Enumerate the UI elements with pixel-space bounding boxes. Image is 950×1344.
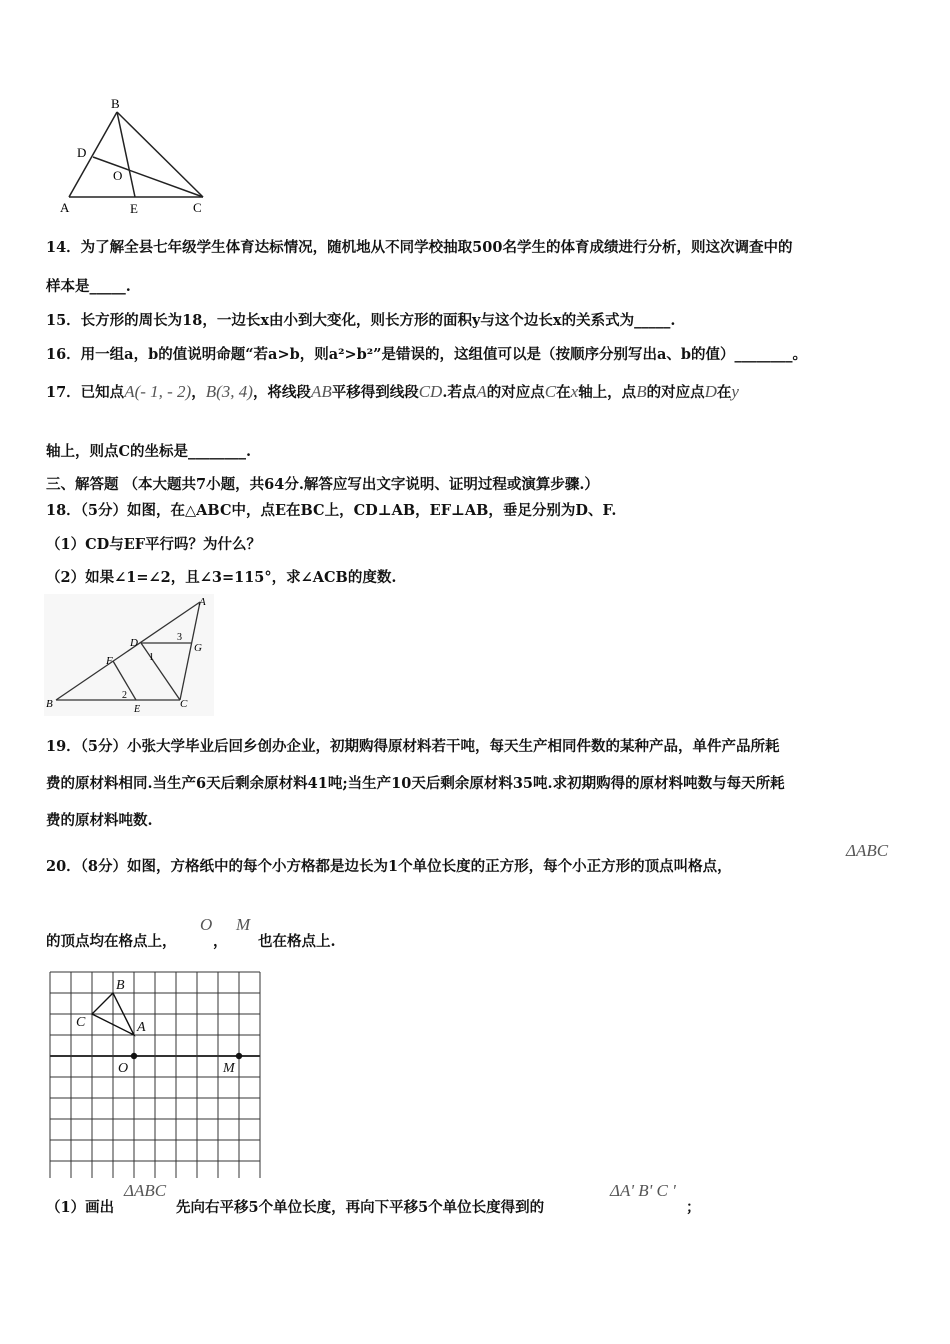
fig1-label-o: O bbox=[113, 168, 123, 183]
q20-p1c: ； bbox=[686, 1199, 701, 1216]
q15-text: 15．长方形的周长为18，一边长x由小到大变化，则长方形的面积y与这个边长x的关系式为_____. bbox=[46, 312, 676, 329]
q17-t6: 轴上，点 bbox=[578, 384, 637, 401]
q17-t2: 平移得到线段 bbox=[331, 384, 419, 401]
q20-point-m: M bbox=[236, 915, 251, 934]
q17-t3: .若点 bbox=[442, 384, 477, 401]
q17-t4: 的对应点 bbox=[486, 384, 545, 401]
q20-line2 bbox=[46, 930, 177, 951]
grid-label-o: O bbox=[118, 1061, 129, 1076]
q17-pc: C bbox=[544, 382, 557, 401]
fig1-label-c: C bbox=[193, 200, 202, 215]
q20-p1b: 先向右平移5个单位长度，再向下平移5个单位长度得到的 bbox=[176, 1199, 545, 1216]
q20-comma: ， bbox=[213, 933, 228, 950]
grid-label-b: B bbox=[116, 978, 125, 993]
q17-t5: 在 bbox=[556, 384, 571, 401]
point-m-dot bbox=[236, 1053, 242, 1059]
q17-y: y bbox=[731, 382, 739, 401]
figure-grid-q20 bbox=[40, 966, 275, 1178]
q18-stem: 18．（5分）如图，在△ABC中，点E在BC上，CD⊥AB，EF⊥AB，垂足分别为D、F. bbox=[46, 502, 617, 519]
section3-heading: 三、解答题 （本大题共7小题，共64分.解答应写出文字说明、证明过程或演算步骤.） bbox=[46, 476, 599, 493]
grid-label-c: C bbox=[76, 1015, 86, 1030]
fig2-label-b: B bbox=[46, 698, 53, 710]
q14-line1: 14．为了解全县七年级学生体育达标情况，随机地从不同学校抽取500名学生的体育成绩进行分析，则这次调查中的 bbox=[46, 239, 793, 256]
fig1-label-a: A bbox=[60, 200, 70, 215]
q17-point-a: A(- 1, - 2) bbox=[124, 382, 192, 401]
q20-part1 bbox=[46, 1196, 114, 1217]
q17-t7: 的对应点 bbox=[646, 384, 705, 401]
fig2-label-e: E bbox=[134, 704, 141, 715]
grid-label-a: A bbox=[137, 1020, 146, 1035]
q18-part1: （1）CD与EF平行吗？为什么？ bbox=[46, 536, 262, 553]
fig2-label-f: F bbox=[106, 655, 113, 667]
q17-pa: A bbox=[476, 382, 487, 401]
q17-pd: D bbox=[704, 382, 717, 401]
q20-line2b: 也在格点上. bbox=[258, 933, 336, 950]
fig2-label-d: D bbox=[130, 637, 138, 649]
figure-triangle-q18 bbox=[44, 594, 214, 716]
q19-line2: 费的原材料相同.当生产6天后剩余原材料41吨;当生产10天后剩余原材料35吨.求初期购得的原材料吨数与每天所耗 bbox=[46, 775, 785, 792]
q17-t8: 在 bbox=[716, 384, 732, 401]
fig1-label-d: D bbox=[77, 145, 87, 160]
fig2-label-a: A bbox=[199, 596, 206, 608]
q17-pb: B bbox=[636, 382, 647, 401]
fig2-label-c: C bbox=[180, 698, 188, 710]
fig2-label-2: 2 bbox=[122, 690, 127, 701]
grid-label-m: M bbox=[223, 1061, 235, 1076]
q19-line1: 19．（5分）小张大学毕业后回乡创办企业，初期购得原材料若干吨，每天生产相同件数的某种产品，单件产品所耗 bbox=[46, 738, 780, 755]
q14-line2: 样本是_____. bbox=[46, 278, 131, 295]
q17-comma: ， bbox=[191, 384, 206, 401]
q20-p1a: （1）画出 bbox=[46, 1199, 115, 1216]
figure-triangle-abc bbox=[55, 95, 215, 220]
point-o-dot bbox=[131, 1053, 137, 1059]
fig2-label-3: 3 bbox=[177, 632, 182, 643]
fig2-label-g: G bbox=[194, 642, 202, 654]
q17-x: x bbox=[570, 382, 579, 401]
q20-line1: 20．（8分）如图，方格纸中的每个小方格都是边长为1个单位长度的正方形，每个小正方形的顶点叫格点， bbox=[46, 858, 732, 875]
q16-text: 16．用一组a，b的值说明命题“若a>b，则a²>b²”是错误的，这组值可以是（按顺序分别写出a、b的值）________。 bbox=[46, 346, 807, 363]
q20-p1-triangle: ΔABC bbox=[124, 1181, 167, 1200]
q17-cd: CD bbox=[418, 382, 443, 401]
q17-point-b: B(3, 4) bbox=[205, 382, 253, 401]
q20-triangle-label: ΔABC bbox=[846, 841, 889, 860]
fig2-label-1: 1 bbox=[149, 652, 154, 663]
q19-line3: 费的原材料吨数. bbox=[46, 812, 153, 829]
q20-point-o: O bbox=[200, 915, 213, 934]
q20-p1-triangle2: ΔA' B' C ' bbox=[610, 1181, 676, 1200]
q17-line2: 轴上，则点C的坐标是________. bbox=[46, 443, 252, 460]
fig1-label-b: B bbox=[111, 96, 120, 111]
q17-line1 bbox=[46, 381, 739, 402]
q17-num: 17．已知点 bbox=[46, 384, 125, 401]
fig1-label-e: E bbox=[130, 201, 138, 216]
q17-ab: AB bbox=[310, 382, 332, 401]
q18-part2: （2）如果∠1=∠2，且∠3=115°，求∠ACB的度数. bbox=[46, 569, 397, 586]
q17-t1: ，将线段 bbox=[252, 384, 311, 401]
q20-line2a: 的顶点均在格点上， bbox=[46, 933, 177, 950]
